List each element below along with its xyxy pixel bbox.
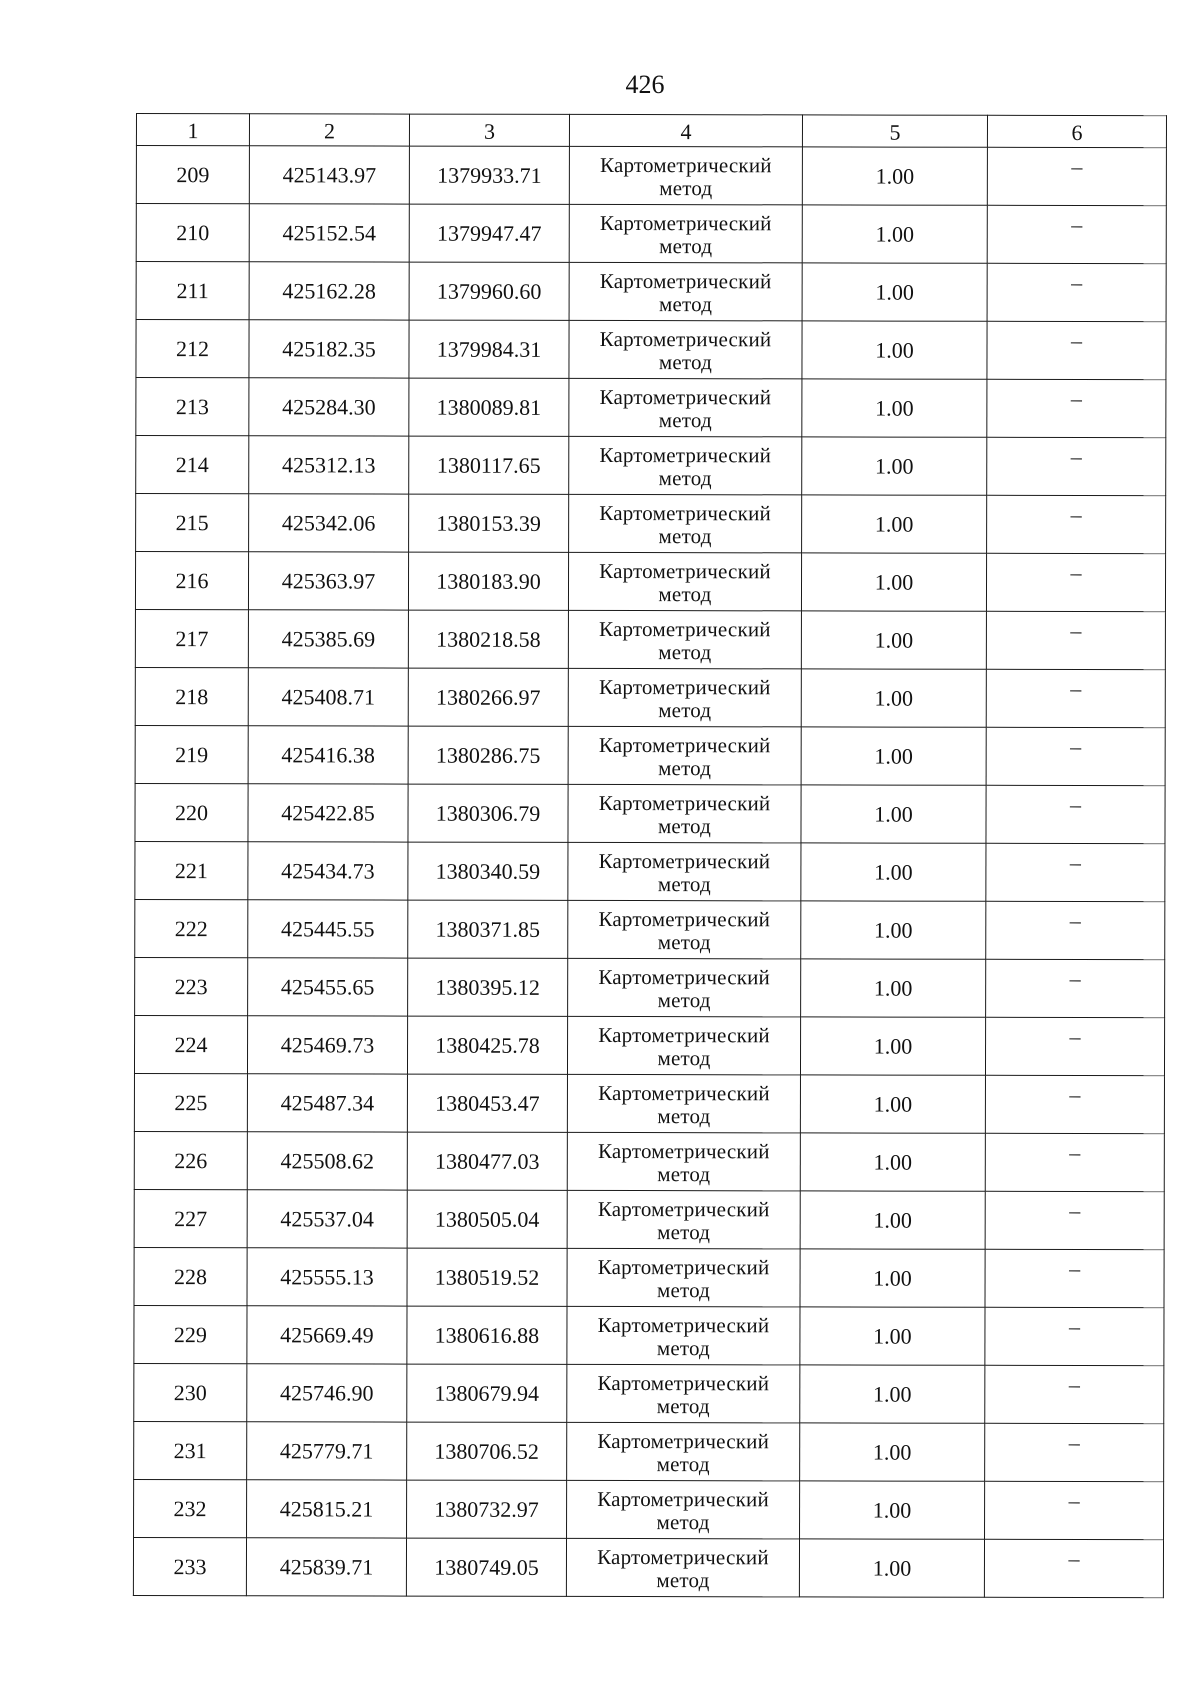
accuracy-cell: 1.00: [801, 901, 986, 959]
method-line-2: метод: [657, 987, 711, 1012]
method-line-2: метод: [657, 1103, 711, 1128]
y-coordinate-cell: 1379933.71: [409, 146, 569, 204]
table-row: [136, 262, 1166, 322]
x-coordinate-cell: 425363.97: [248, 552, 408, 610]
y-coordinate-cell: 1380395.12: [408, 958, 568, 1016]
x-coordinate-cell: 425284.30: [249, 378, 409, 436]
point-number-cell: 211: [136, 262, 249, 320]
table-row: [136, 320, 1166, 380]
method-line-2: метод: [657, 1219, 711, 1244]
x-coordinate-cell: 425385.69: [248, 610, 408, 668]
note-cell: [985, 1075, 1164, 1133]
method-line-1: Картометрический: [598, 674, 771, 699]
accuracy-cell: 1.00: [800, 1481, 985, 1539]
point-number-cell: 216: [135, 552, 248, 610]
y-coordinate-cell: 1380371.85: [408, 900, 568, 958]
point-number-cell: 219: [135, 725, 248, 783]
note-cell: [987, 321, 1166, 379]
accuracy-cell: 1.00: [802, 147, 987, 205]
accuracy-cell: 1.00: [800, 1075, 985, 1133]
point-number-cell: 217: [135, 609, 248, 667]
accuracy-cell: 1.00: [800, 1307, 985, 1365]
accuracy-cell: 1.00: [801, 843, 986, 901]
method-cell: [569, 320, 802, 378]
method-line-1: Картометрический: [597, 1196, 770, 1221]
method-line-1: Картометрический: [600, 152, 772, 177]
accuracy-cell: 1.00: [801, 785, 986, 843]
accuracy-cell: 1.00: [800, 1017, 985, 1075]
table-row: [133, 1537, 1163, 1597]
accuracy-cell: 1.00: [802, 437, 987, 495]
method-line-2: метод: [657, 1045, 711, 1070]
table-row: [136, 436, 1166, 496]
method-cell: [568, 610, 801, 668]
x-coordinate-cell: 425312.13: [249, 436, 409, 494]
column-header-3: 3: [409, 114, 569, 146]
x-coordinate-cell: 425746.90: [247, 1364, 407, 1422]
table-row: [135, 841, 1165, 901]
table-row: [134, 1131, 1164, 1191]
point-number-cell: 229: [134, 1305, 247, 1363]
dash-mark: –: [1070, 385, 1082, 411]
accuracy-cell: 1.00: [801, 669, 986, 727]
dash-mark: –: [1070, 501, 1082, 527]
method-line-2: метод: [656, 1509, 710, 1534]
method-cell: [569, 146, 802, 204]
dash-mark: –: [1070, 675, 1082, 701]
y-coordinate-cell: 1380340.59: [408, 842, 568, 900]
x-coordinate-cell: 425455.65: [248, 958, 408, 1016]
accuracy-cell: 1.00: [802, 379, 987, 437]
method-line-2: метод: [656, 1567, 710, 1592]
point-number-cell: 218: [135, 667, 248, 725]
table-row: [135, 783, 1165, 843]
method-cell: [568, 726, 801, 784]
accuracy-cell: 1.00: [800, 1191, 985, 1249]
method-line-1: Картометрический: [597, 1138, 770, 1163]
accuracy-cell: 1.00: [802, 321, 987, 379]
x-coordinate-cell: 425839.71: [246, 1538, 406, 1596]
method-cell: [567, 1364, 800, 1422]
note-cell: [985, 1133, 1164, 1191]
x-coordinate-cell: 425487.34: [247, 1074, 407, 1132]
method-line-1: Картометрический: [599, 616, 771, 641]
method-cell: [568, 842, 801, 900]
x-coordinate-cell: 425537.04: [247, 1190, 407, 1248]
accuracy-cell: 1.00: [800, 1249, 985, 1307]
accuracy-cell: 1.00: [802, 205, 987, 263]
accuracy-cell: 1.00: [801, 727, 986, 785]
x-coordinate-cell: 425815.21: [247, 1480, 407, 1538]
point-number-cell: 230: [134, 1363, 247, 1421]
method-line-2: метод: [657, 929, 711, 954]
x-coordinate-cell: 425416.38: [248, 726, 408, 784]
method-cell: [569, 262, 802, 320]
dash-mark: –: [1071, 327, 1083, 353]
method-line-1: Картометрический: [598, 1022, 770, 1047]
method-line-1: Картометрический: [599, 384, 772, 409]
table-row: [134, 1247, 1164, 1307]
x-coordinate-cell: 425779.71: [247, 1422, 407, 1480]
dash-mark: –: [1068, 1313, 1080, 1339]
table-row: [135, 957, 1165, 1017]
method-line-1: Картометрический: [597, 1486, 769, 1511]
method-line-1: Картометрический: [599, 558, 771, 583]
method-cell: [567, 1074, 800, 1132]
y-coordinate-cell: 1380749.05: [406, 1538, 566, 1596]
x-coordinate-cell: 425162.28: [249, 262, 409, 320]
header-row: [136, 114, 1166, 148]
accuracy-cell: 1.00: [801, 611, 986, 669]
point-number-cell: 231: [134, 1421, 247, 1479]
dash-mark: –: [1070, 443, 1082, 469]
note-cell: [986, 959, 1165, 1017]
y-coordinate-cell: 1380218.58: [408, 610, 568, 668]
dash-mark: –: [1068, 1487, 1080, 1513]
x-coordinate-cell: 425152.54: [249, 204, 409, 262]
y-coordinate-cell: 1379960.60: [409, 262, 569, 320]
y-coordinate-cell: 1380286.75: [408, 726, 568, 784]
point-number-cell: 220: [135, 783, 248, 841]
method-line-2: метод: [658, 465, 712, 490]
method-line-2: метод: [658, 407, 712, 432]
method-line-2: метод: [656, 1335, 710, 1360]
method-cell: [567, 1306, 800, 1364]
note-cell: [986, 611, 1165, 669]
y-coordinate-cell: 1380616.88: [407, 1306, 567, 1364]
accuracy-cell: 1.00: [801, 959, 986, 1017]
y-coordinate-cell: 1379984.31: [409, 320, 569, 378]
note-cell: [986, 785, 1165, 843]
y-coordinate-cell: 1380117.65: [409, 436, 569, 494]
method-cell: [568, 900, 801, 958]
note-cell: [986, 727, 1165, 785]
method-cell: [569, 436, 802, 494]
x-coordinate-cell: 425143.97: [249, 146, 409, 204]
x-coordinate-cell: 425555.13: [247, 1248, 407, 1306]
table-row: [135, 609, 1165, 669]
dash-mark: –: [1068, 1429, 1080, 1455]
accuracy-cell: 1.00: [801, 553, 986, 611]
accuracy-cell: 1.00: [800, 1423, 985, 1481]
dash-mark: –: [1069, 1023, 1081, 1049]
table-row: [135, 667, 1165, 727]
method-cell: [567, 1422, 800, 1480]
method-line-2: метод: [658, 349, 713, 374]
method-line-1: Картометрический: [599, 268, 772, 293]
accuracy-cell: 1.00: [802, 263, 987, 321]
x-coordinate-cell: 425182.35: [249, 320, 409, 378]
note-cell: [987, 495, 1166, 553]
table-row: [135, 552, 1165, 612]
method-cell: [569, 204, 802, 262]
method-line-1: Картометрический: [597, 1428, 770, 1453]
dash-mark: –: [1069, 1139, 1081, 1165]
method-line-2: метод: [658, 697, 712, 722]
point-number-cell: 233: [133, 1537, 246, 1595]
method-line-1: Картометрический: [598, 848, 771, 873]
method-line-1: Картометрический: [597, 1254, 770, 1279]
accuracy-cell: 1.00: [800, 1133, 985, 1191]
dash-mark: –: [1069, 1255, 1081, 1281]
method-line-2: метод: [658, 523, 712, 548]
method-cell: [567, 1190, 800, 1248]
method-cell: [569, 378, 802, 436]
method-cell: [566, 1538, 799, 1596]
method-line-2: метод: [659, 291, 713, 316]
note-cell: [984, 1539, 1163, 1597]
method-line-1: Картометрический: [599, 326, 772, 351]
y-coordinate-cell: 1380089.81: [409, 378, 569, 436]
note-cell: [985, 1017, 1164, 1075]
point-number-cell: 222: [135, 899, 248, 957]
y-coordinate-cell: 1380679.94: [407, 1364, 567, 1422]
table-row: [134, 1015, 1164, 1075]
dash-mark: –: [1069, 849, 1081, 875]
table-row: [134, 1305, 1164, 1365]
method-cell: [567, 1132, 800, 1190]
method-cell: [568, 784, 801, 842]
note-cell: [986, 901, 1165, 959]
column-header-2: 2: [249, 114, 409, 146]
method-cell: [569, 494, 802, 552]
dash-mark: –: [1068, 1545, 1080, 1571]
y-coordinate-cell: 1380706.52: [407, 1422, 567, 1480]
x-coordinate-cell: 425669.49: [247, 1306, 407, 1364]
method-line-1: Картометрический: [597, 1312, 770, 1337]
table-row: [134, 1073, 1164, 1133]
point-number-cell: 213: [136, 378, 249, 436]
method-line-2: метод: [657, 1161, 711, 1186]
table-row: [134, 1479, 1164, 1539]
accuracy-cell: 1.00: [800, 1365, 985, 1423]
dash-mark: –: [1069, 965, 1081, 991]
table-row: [135, 725, 1165, 785]
table-row: [135, 899, 1165, 959]
point-number-cell: 228: [134, 1247, 247, 1305]
method-line-2: метод: [658, 581, 712, 606]
method-line-1: Картометрический: [599, 442, 772, 467]
dash-mark: –: [1069, 1081, 1081, 1107]
x-coordinate-cell: 425508.62: [247, 1132, 407, 1190]
method-line-2: метод: [659, 233, 713, 258]
x-coordinate-cell: 425469.73: [247, 1016, 407, 1074]
method-line-1: Картометрический: [598, 1080, 770, 1105]
note-cell: [985, 1365, 1164, 1423]
page-number: 426: [625, 70, 665, 99]
y-coordinate-cell: 1380183.90: [408, 552, 568, 610]
method-line-2: метод: [656, 1393, 710, 1418]
note-cell: [987, 263, 1166, 321]
dash-mark: –: [1070, 733, 1082, 759]
coordinates-table: [133, 113, 1167, 1598]
point-number-cell: 225: [134, 1073, 247, 1131]
note-cell: [987, 147, 1166, 205]
y-coordinate-cell: 1380153.39: [409, 494, 569, 552]
method-cell: [568, 552, 801, 610]
table-row: [136, 204, 1166, 264]
dash-mark: –: [1071, 269, 1083, 295]
y-coordinate-cell: 1380519.52: [407, 1248, 567, 1306]
point-number-cell: 224: [134, 1015, 247, 1073]
note-cell: [985, 1423, 1164, 1481]
point-number-cell: 226: [134, 1131, 247, 1189]
note-cell: [987, 379, 1166, 437]
column-header-1: 1: [136, 114, 249, 146]
method-line-1: Картометрический: [598, 964, 771, 989]
method-line-1: Картометрический: [598, 732, 771, 757]
method-line-2: метод: [657, 871, 711, 896]
method-line-2: метод: [656, 1451, 710, 1476]
method-cell: [567, 1248, 800, 1306]
note-cell: [987, 437, 1166, 495]
dash-mark: –: [1070, 559, 1082, 585]
method-line-1: Картометрический: [597, 1370, 770, 1395]
x-coordinate-cell: 425445.55: [248, 900, 408, 958]
table-row: [136, 146, 1166, 206]
point-number-cell: 223: [135, 957, 248, 1015]
note-cell: [985, 1481, 1164, 1539]
point-number-cell: 232: [134, 1479, 247, 1537]
accuracy-cell: 1.00: [802, 495, 987, 553]
method-line-1: Картометрический: [597, 1544, 769, 1569]
x-coordinate-cell: 425422.85: [248, 784, 408, 842]
method-line-1: Картометрический: [598, 906, 771, 931]
note-cell: [986, 843, 1165, 901]
dash-mark: –: [1070, 617, 1082, 643]
method-cell: [567, 1480, 800, 1538]
y-coordinate-cell: 1380453.47: [407, 1074, 567, 1132]
method-cell: [568, 958, 801, 1016]
dash-mark: –: [1069, 1197, 1081, 1223]
point-number-cell: 227: [134, 1189, 247, 1247]
method-line-2: метод: [656, 1277, 711, 1302]
point-number-cell: 209: [136, 146, 249, 204]
table-row: [136, 378, 1166, 438]
dash-mark: –: [1068, 1371, 1080, 1397]
point-number-cell: 212: [136, 320, 249, 378]
method-line-2: метод: [658, 755, 712, 780]
point-number-cell: 214: [136, 436, 249, 494]
dash-mark: –: [1071, 211, 1083, 237]
point-number-cell: 210: [136, 204, 249, 262]
y-coordinate-cell: 1379947.47: [409, 204, 569, 262]
method-line-2: метод: [657, 813, 712, 838]
table-row: [134, 1421, 1164, 1481]
note-cell: [987, 205, 1166, 263]
column-header-6: 6: [987, 115, 1166, 147]
y-coordinate-cell: 1380732.97: [407, 1480, 567, 1538]
x-coordinate-cell: 425434.73: [248, 842, 408, 900]
column-header-5: 5: [802, 115, 987, 147]
y-coordinate-cell: 1380425.78: [407, 1016, 567, 1074]
table-row: [134, 1363, 1164, 1423]
y-coordinate-cell: 1380505.04: [407, 1190, 567, 1248]
table-body: [133, 146, 1166, 1598]
note-cell: [986, 669, 1165, 727]
method-line-2: метод: [659, 175, 713, 200]
point-number-cell: 215: [136, 494, 249, 552]
accuracy-cell: 1.00: [799, 1539, 984, 1597]
table-row: [134, 1189, 1164, 1249]
point-number-cell: 221: [135, 841, 248, 899]
x-coordinate-cell: 425408.71: [248, 668, 408, 726]
table-row: [136, 494, 1166, 554]
note-cell: [986, 553, 1165, 611]
y-coordinate-cell: 1380477.03: [407, 1132, 567, 1190]
column-header-4: 4: [569, 114, 802, 146]
note-cell: [985, 1249, 1164, 1307]
table-header: [136, 114, 1166, 148]
method-cell: [567, 1016, 800, 1074]
note-cell: [985, 1307, 1164, 1365]
x-coordinate-cell: 425342.06: [249, 494, 409, 552]
method-line-1: Картометрический: [599, 210, 772, 235]
dash-mark: –: [1069, 907, 1081, 933]
method-line-1: Картометрический: [599, 500, 772, 525]
y-coordinate-cell: 1380306.79: [408, 784, 568, 842]
method-line-2: метод: [658, 639, 712, 664]
method-line-1: Картометрический: [598, 790, 771, 815]
method-cell: [568, 668, 801, 726]
y-coordinate-cell: 1380266.97: [408, 668, 568, 726]
note-cell: [985, 1191, 1164, 1249]
dash-mark: –: [1070, 791, 1082, 817]
dash-mark: –: [1071, 153, 1083, 179]
